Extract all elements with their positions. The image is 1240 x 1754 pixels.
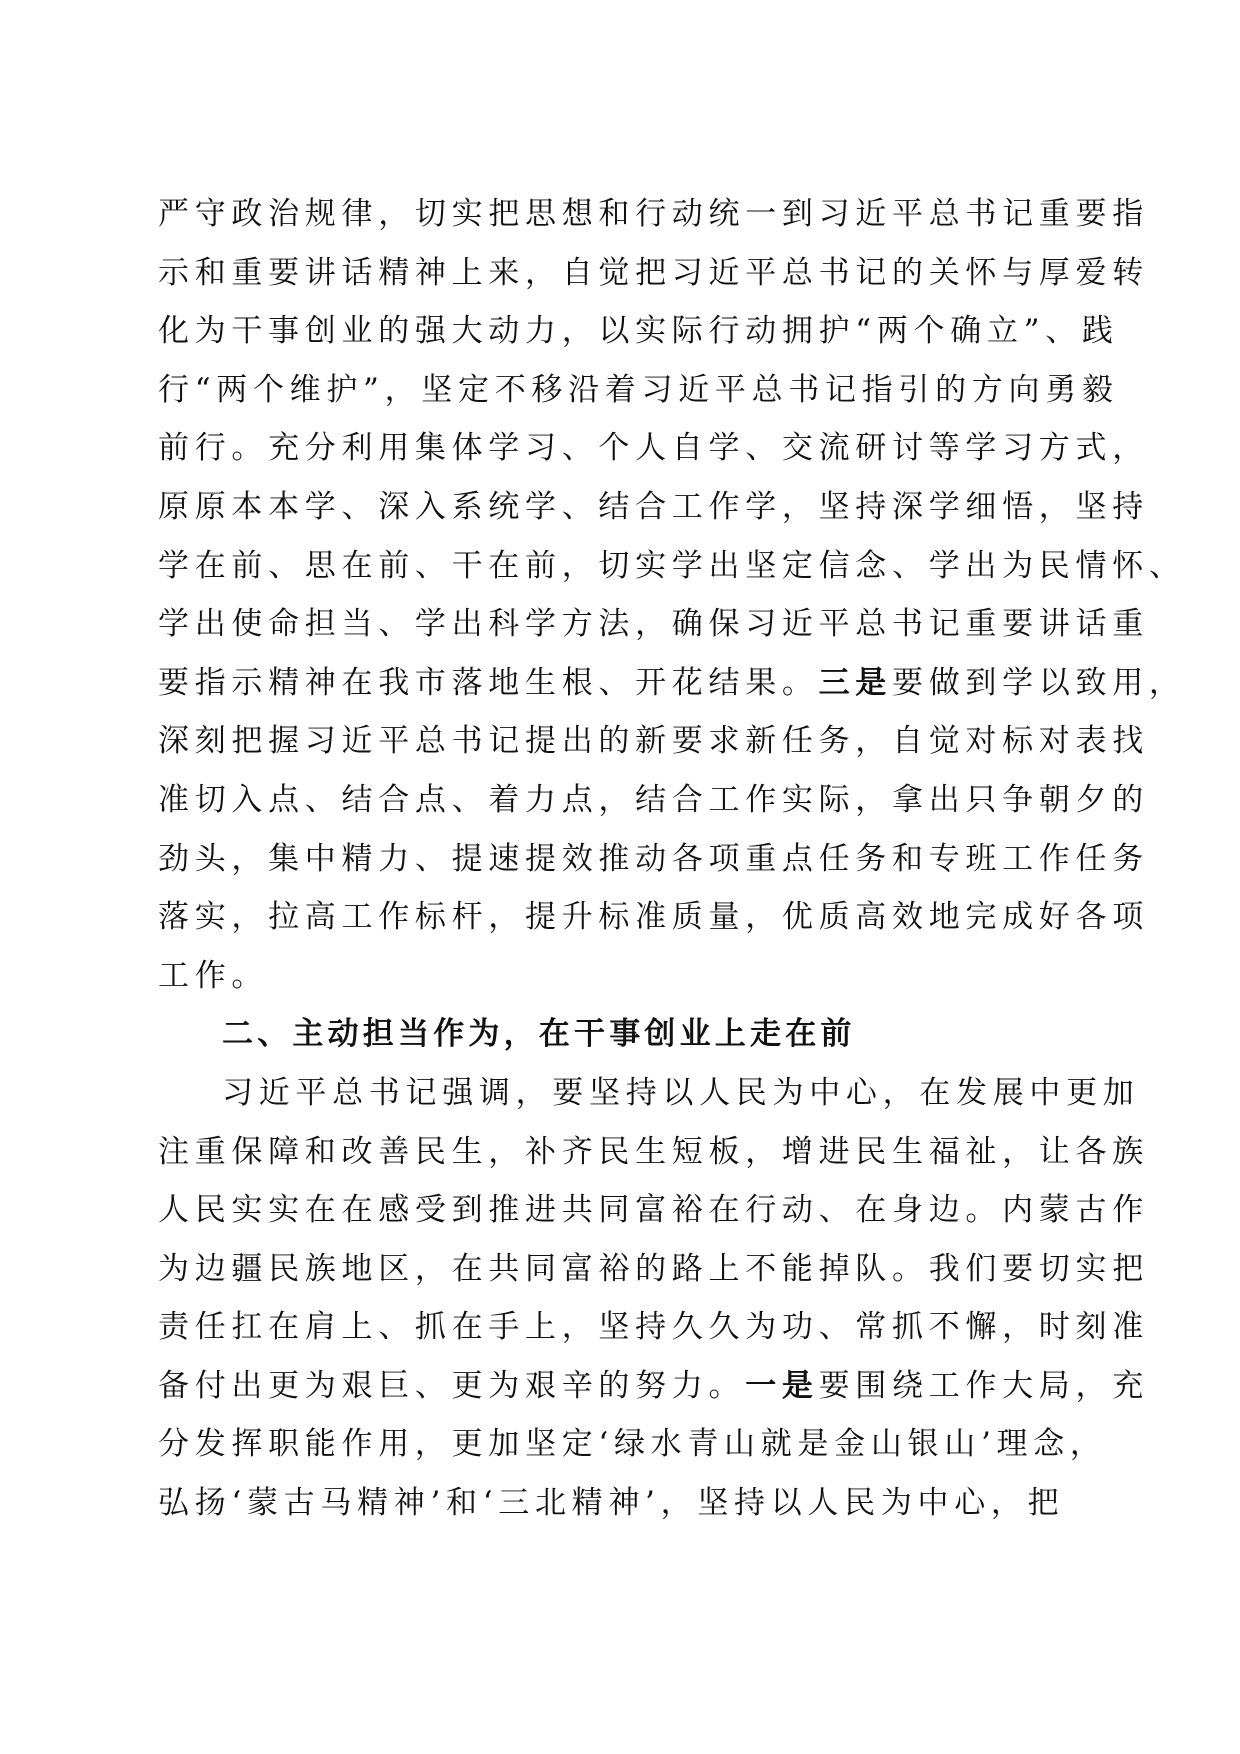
paragraph-line: 为边疆民族地区，在共同富裕的路上不能掉队。我们要切实把 — [158, 1250, 1149, 1287]
paragraph-line: 落实，拉高工作标杆，提升标准质量，优质高效地完成好各项 — [158, 899, 1149, 936]
paragraph-line: 化为干事创业的强大动力，以实际行动拥护“两个确立”、践 — [158, 313, 1119, 350]
paragraph-line: 学在前、思在前、干在前，切实学出坚定信念、学出为民情怀、 — [158, 547, 1186, 584]
line-text: 备付出更为艰巨、更为艰辛的努力。 — [158, 1367, 746, 1404]
paragraph-line: 行“两个维护”，坚定不移沿着习近平总书记指引的方向勇毅 — [158, 371, 1119, 408]
paragraph-line: 学出使命担当、学出科学方法，确保习近平总书记重要讲话重 — [158, 606, 1149, 643]
paragraph-line: 准切入点、结合点、着力点，结合工作实际，拿出只争朝夕的 — [158, 781, 1149, 818]
paragraph-line — [158, 1357, 1149, 1416]
paragraph-line: 示和重要讲话精神上来，自觉把习近平总书记的关怀与厚爱转 — [158, 254, 1149, 291]
paragraph-line: 人民实实在在感受到推进共同富裕在行动、在身边。内蒙古作 — [158, 1192, 1149, 1229]
body-text — [158, 185, 1186, 1533]
line-text: 要围绕工作大局，充 — [818, 1367, 1149, 1404]
paragraph-line: 弘扬‘蒙古马精神’和‘三北精神’，坚持以人民为中心，把 — [158, 1485, 1065, 1522]
paragraph-line — [158, 654, 1186, 713]
paragraph-line: 深刻把握习近平总书记提出的新要求新任务，自觉对标对表找 — [158, 723, 1149, 760]
emphasis-text: 三是 — [818, 664, 893, 701]
paragraph-line: 习近平总书记强调，要坚持以人民为中心，在发展中更加 — [222, 1074, 1140, 1111]
paragraph-line: 责任扛在肩上、抓在手上，坚持久久为功、常抓不懈，时刻准 — [158, 1309, 1149, 1346]
paragraph-line: 原原本本学、深入系统学、结合工作学，坚持深学细悟，坚持 — [158, 488, 1149, 525]
paragraph-line: 劲头，集中精力、提速提效推动各项重点任务和专班工作任务 — [158, 840, 1149, 877]
paragraph-line: 注重保障和改善民生，补齐民生短板，增进民生福祉，让各族 — [158, 1133, 1149, 1170]
line-text: 要做到学以致用， — [892, 664, 1186, 701]
section-heading: 二、主动担当作为，在干事创业上走在前 — [222, 1016, 856, 1053]
emphasis-text: 一是 — [745, 1367, 819, 1404]
line-text: 要指示精神在我市落地生根、开花结果。 — [158, 664, 819, 701]
paragraph-line: 分发挥职能作用，更加坚定‘绿水青山就是金山银山’理念， — [158, 1426, 1107, 1463]
paragraph-line: 严守政治规律，切实把思想和行动统一到习近平总书记重要指 — [158, 196, 1149, 232]
paragraph-line: 工作。 — [158, 957, 269, 994]
paragraph-line: 前行。充分利用集体学习、个人自学、交流研讨等学习方式， — [158, 430, 1149, 467]
